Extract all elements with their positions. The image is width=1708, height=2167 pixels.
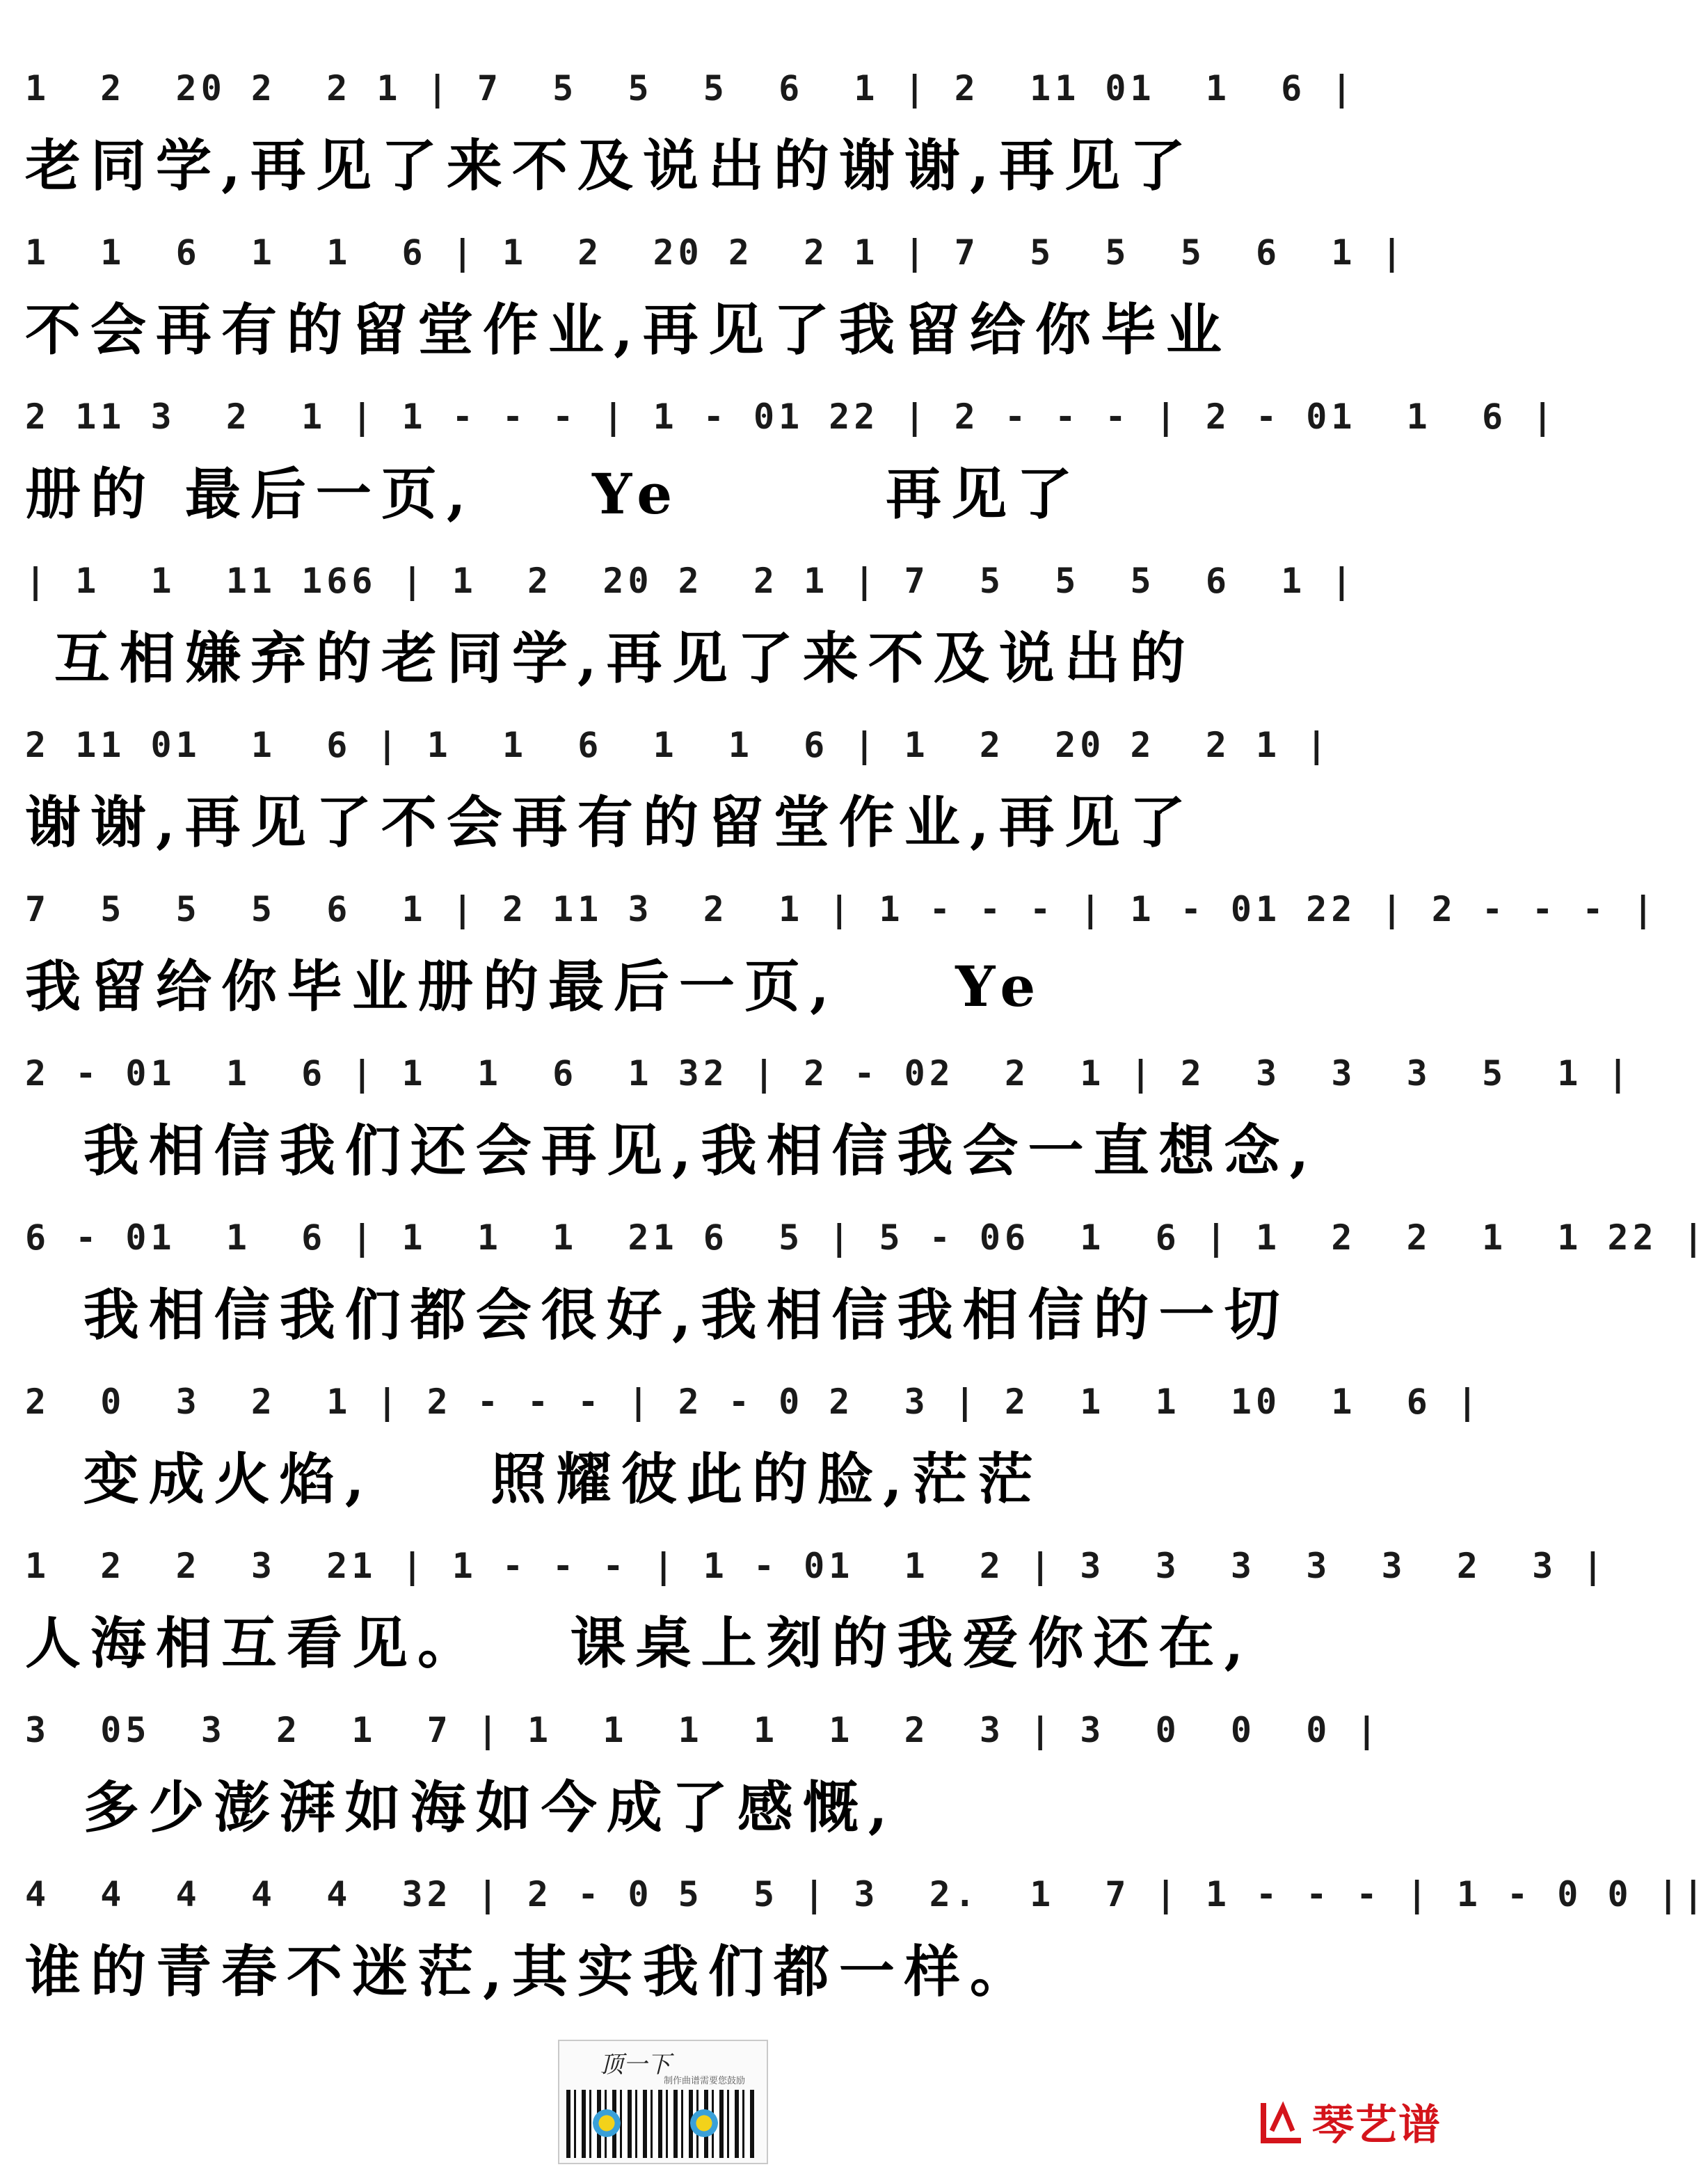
notation-line: 7 5 5 5 6 1 | 2 11 3 2 1 | 1 - - - | 1 - 01 22 | 2 - - - | — [25, 889, 1658, 929]
notation-line: 6 - 01 1 6 | 1 1 1 21 6 5 | 5 - 06 1 6 | 1 2 2 1 1 22 | — [25, 1217, 1708, 1258]
lyrics-line: 谢谢,再见了不会再有的留堂作业,再见了 — [25, 790, 1195, 855]
score-sheet — [25, 49, 1708, 2019]
score-row — [25, 705, 1444, 870]
score-row — [25, 213, 1444, 377]
qr-code-card[interactable] — [558, 2040, 768, 2164]
score-row — [25, 1526, 1608, 1690]
score-row — [25, 870, 1658, 1034]
notation-line: 1 2 2 3 21 | 1 - - - | 1 - 01 1 2 | 3 3 3 3 3 2 3 | — [25, 1546, 1608, 1586]
lyrics-line: 我留给你毕业册的最后一页, Ye — [25, 954, 1046, 1019]
lyrics-line: 老同学,再见了来不及说出的谢谢,再见了 — [25, 133, 1195, 198]
score-row — [25, 377, 1558, 541]
lyrics-line: 多少澎湃如海如今成了感慨, — [25, 1775, 897, 1840]
notation-line: 2 11 3 2 1 | 1 - - - | 1 - 01 22 | 2 - - - | 2 - 01 1 6 | — [25, 397, 1558, 437]
qr-title: 顶一下 — [600, 2051, 671, 2079]
qr-emblem-icon — [690, 2109, 718, 2137]
qr-emblem-icon — [593, 2109, 621, 2137]
piano-logo-icon — [1258, 2097, 1307, 2146]
notation-line: 1 2 20 2 2 1 | 7 5 5 5 6 1 | 2 11 01 1 6 | — [25, 68, 1357, 109]
score-row — [25, 1855, 1708, 2019]
lyrics-line: 谁的青春不迷茫,其实我们都一样。 — [25, 1939, 1035, 2004]
score-row — [25, 1034, 1633, 1198]
lyrics-line: 册的 最后一页, Ye 再见了 — [25, 461, 1083, 527]
score-row — [25, 1362, 1482, 1526]
notation-line: 1 1 6 1 1 6 | 1 2 20 2 2 1 | 7 5 5 5 6 1 | — [25, 232, 1407, 273]
notation-line: 2 11 01 1 6 | 1 1 6 1 1 6 | 1 2 20 2 2 1 | — [25, 725, 1332, 765]
score-row — [25, 1690, 1444, 1855]
lyrics-line: 互相嫌弃的老同学,再见了来不及说出的 — [25, 625, 1195, 691]
publisher-name: 琴艺谱 — [1312, 2101, 1442, 2150]
score-row — [25, 541, 1444, 705]
qr-caption: 制作曲谱需要您鼓励 — [664, 2075, 746, 2086]
publisher-logo — [1258, 2094, 1442, 2150]
score-row — [25, 49, 1444, 213]
score-row — [25, 1198, 1708, 1362]
lyrics-line: 变成火焰, 照耀彼此的脸,茫茫 — [25, 1446, 1043, 1512]
lyrics-line: 不会再有的留堂作业,再见了我留给你毕业 — [25, 297, 1231, 362]
lyrics-line: 人海相互看见。 课桌上刻的我爱你还在, — [25, 1610, 1254, 1676]
qr-code-image — [566, 2090, 754, 2158]
notation-line: 3 05 3 2 1 7 | 1 1 1 1 1 2 3 | 3 0 0 0 | — [25, 1710, 1382, 1750]
notation-line: 2 0 3 2 1 | 2 - - - | 2 - 0 2 3 | 2 1 1 10 1 6 | — [25, 1382, 1482, 1422]
notation-line: 4 4 4 4 4 32 | 2 - 0 5 5 | 3 2. 1 7 | 1 - - - | 1 - 0 0 || — [25, 1874, 1708, 1914]
lyrics-line: 我相信我们都会很好,我相信我相信的一切 — [25, 1282, 1290, 1348]
lyrics-line: 我相信我们还会再见,我相信我会一直想念, — [25, 1118, 1319, 1183]
notation-line: | 1 1 11 166 | 1 2 20 2 2 1 | 7 5 5 5 6 1 | — [25, 561, 1357, 601]
notation-line: 2 - 01 1 6 | 1 1 6 1 32 | 2 - 02 2 1 | 2 3 3 3 5 1 | — [25, 1053, 1633, 1094]
page-footer — [0, 2031, 1473, 2167]
